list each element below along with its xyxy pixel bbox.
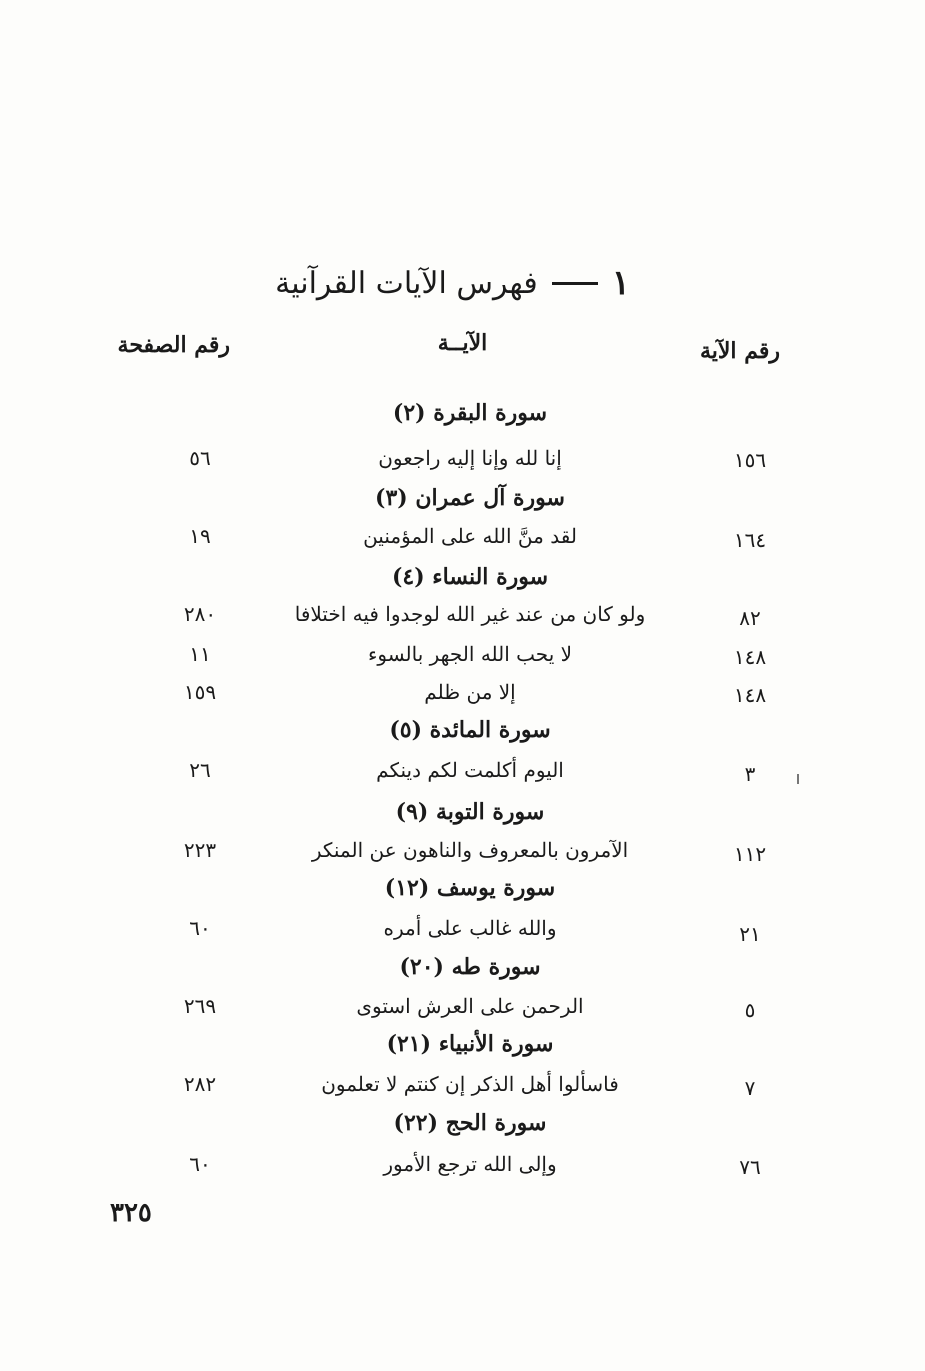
verse-text: إنا لله وإنا إليه راجعون bbox=[378, 446, 562, 470]
page-ref: ٢٨٢ bbox=[183, 1072, 217, 1096]
verse-text: اليوم أكلمت لكم دينكم bbox=[376, 758, 564, 782]
verse-number: ٥ bbox=[744, 998, 756, 1022]
surah-heading: سورة البقرة (٢) bbox=[392, 400, 548, 426]
page-ref: ١١ bbox=[189, 642, 211, 666]
page-ref: ٢٢٣ bbox=[183, 838, 217, 862]
verse-text: فاسألوا أهل الذكر إن كنتم لا تعلمون bbox=[321, 1072, 619, 1096]
page-ref: ٢٨٠ bbox=[183, 602, 217, 626]
surah-heading: سورة الحج (٢٢) bbox=[393, 1110, 547, 1136]
verse-text: إلا من ظلم bbox=[424, 680, 516, 704]
index-title-text: فهرس الآيات القرآنية bbox=[275, 265, 538, 301]
surah-heading: سورة التوبة (٩) bbox=[395, 799, 545, 825]
verse-number: ٣ bbox=[744, 762, 756, 786]
verse-number: ١٤٨ bbox=[733, 683, 767, 707]
verse-text: ولو كان من عند غير الله لوجدوا فيه اختلافا bbox=[294, 602, 646, 626]
page-ref: ٥٦ bbox=[189, 446, 211, 470]
verse-text: لقد منَّ الله على المؤمنين bbox=[363, 524, 577, 548]
verse-text: الآمرون بالمعروف والناهون عن المنكر bbox=[311, 838, 629, 862]
page-ref: ٦٠ bbox=[189, 1152, 211, 1176]
page-ref: ٢٦ bbox=[189, 758, 211, 782]
header-page-number: رقم الصفحة bbox=[117, 332, 230, 358]
verse-number: ١٥٦ bbox=[733, 448, 767, 472]
verse-number: ٧٦ bbox=[739, 1155, 761, 1179]
surah-heading: سورة طه (٢٠) bbox=[399, 954, 541, 980]
index-number: ١ bbox=[611, 263, 630, 303]
surah-heading: سورة يوسف (١٢) bbox=[384, 875, 556, 901]
surah-heading: سورة آل عمران (٣) bbox=[375, 485, 565, 511]
verse-text: وإلى الله ترجع الأمور bbox=[383, 1152, 557, 1176]
page-ref: ٦٠ bbox=[189, 916, 211, 940]
surah-heading: سورة النساء (٤) bbox=[391, 564, 549, 590]
page-number: ٣٢٥ bbox=[110, 1198, 152, 1228]
verse-number: ١٦٤ bbox=[733, 528, 767, 552]
verse-number: ٨٢ bbox=[739, 606, 761, 630]
title-dash bbox=[552, 282, 598, 285]
verse-number: ١٤٨ bbox=[733, 645, 767, 669]
page-ref: ١٩ bbox=[189, 524, 211, 548]
verse-number: ٢١ bbox=[739, 922, 761, 946]
page-ref: ٢٦٩ bbox=[183, 994, 217, 1018]
header-verse: الآيــة bbox=[437, 330, 488, 356]
page-ref: ١٥٩ bbox=[183, 680, 217, 704]
surah-heading: سورة الأنبياء (٢١) bbox=[386, 1031, 554, 1057]
print-speck bbox=[797, 774, 799, 784]
surah-heading: سورة المائدة (٥) bbox=[389, 717, 551, 743]
index-title bbox=[270, 258, 630, 308]
verse-number: ١١٢ bbox=[733, 842, 767, 866]
verse-number: ٧ bbox=[744, 1076, 756, 1100]
header-verse-number: رقم الآية bbox=[699, 338, 780, 364]
verse-text: الرحمن على العرش استوى bbox=[356, 994, 584, 1018]
verse-text: والله غالب على أمره bbox=[383, 916, 557, 940]
verse-text: لا يحب الله الجهر بالسوء bbox=[367, 642, 573, 666]
